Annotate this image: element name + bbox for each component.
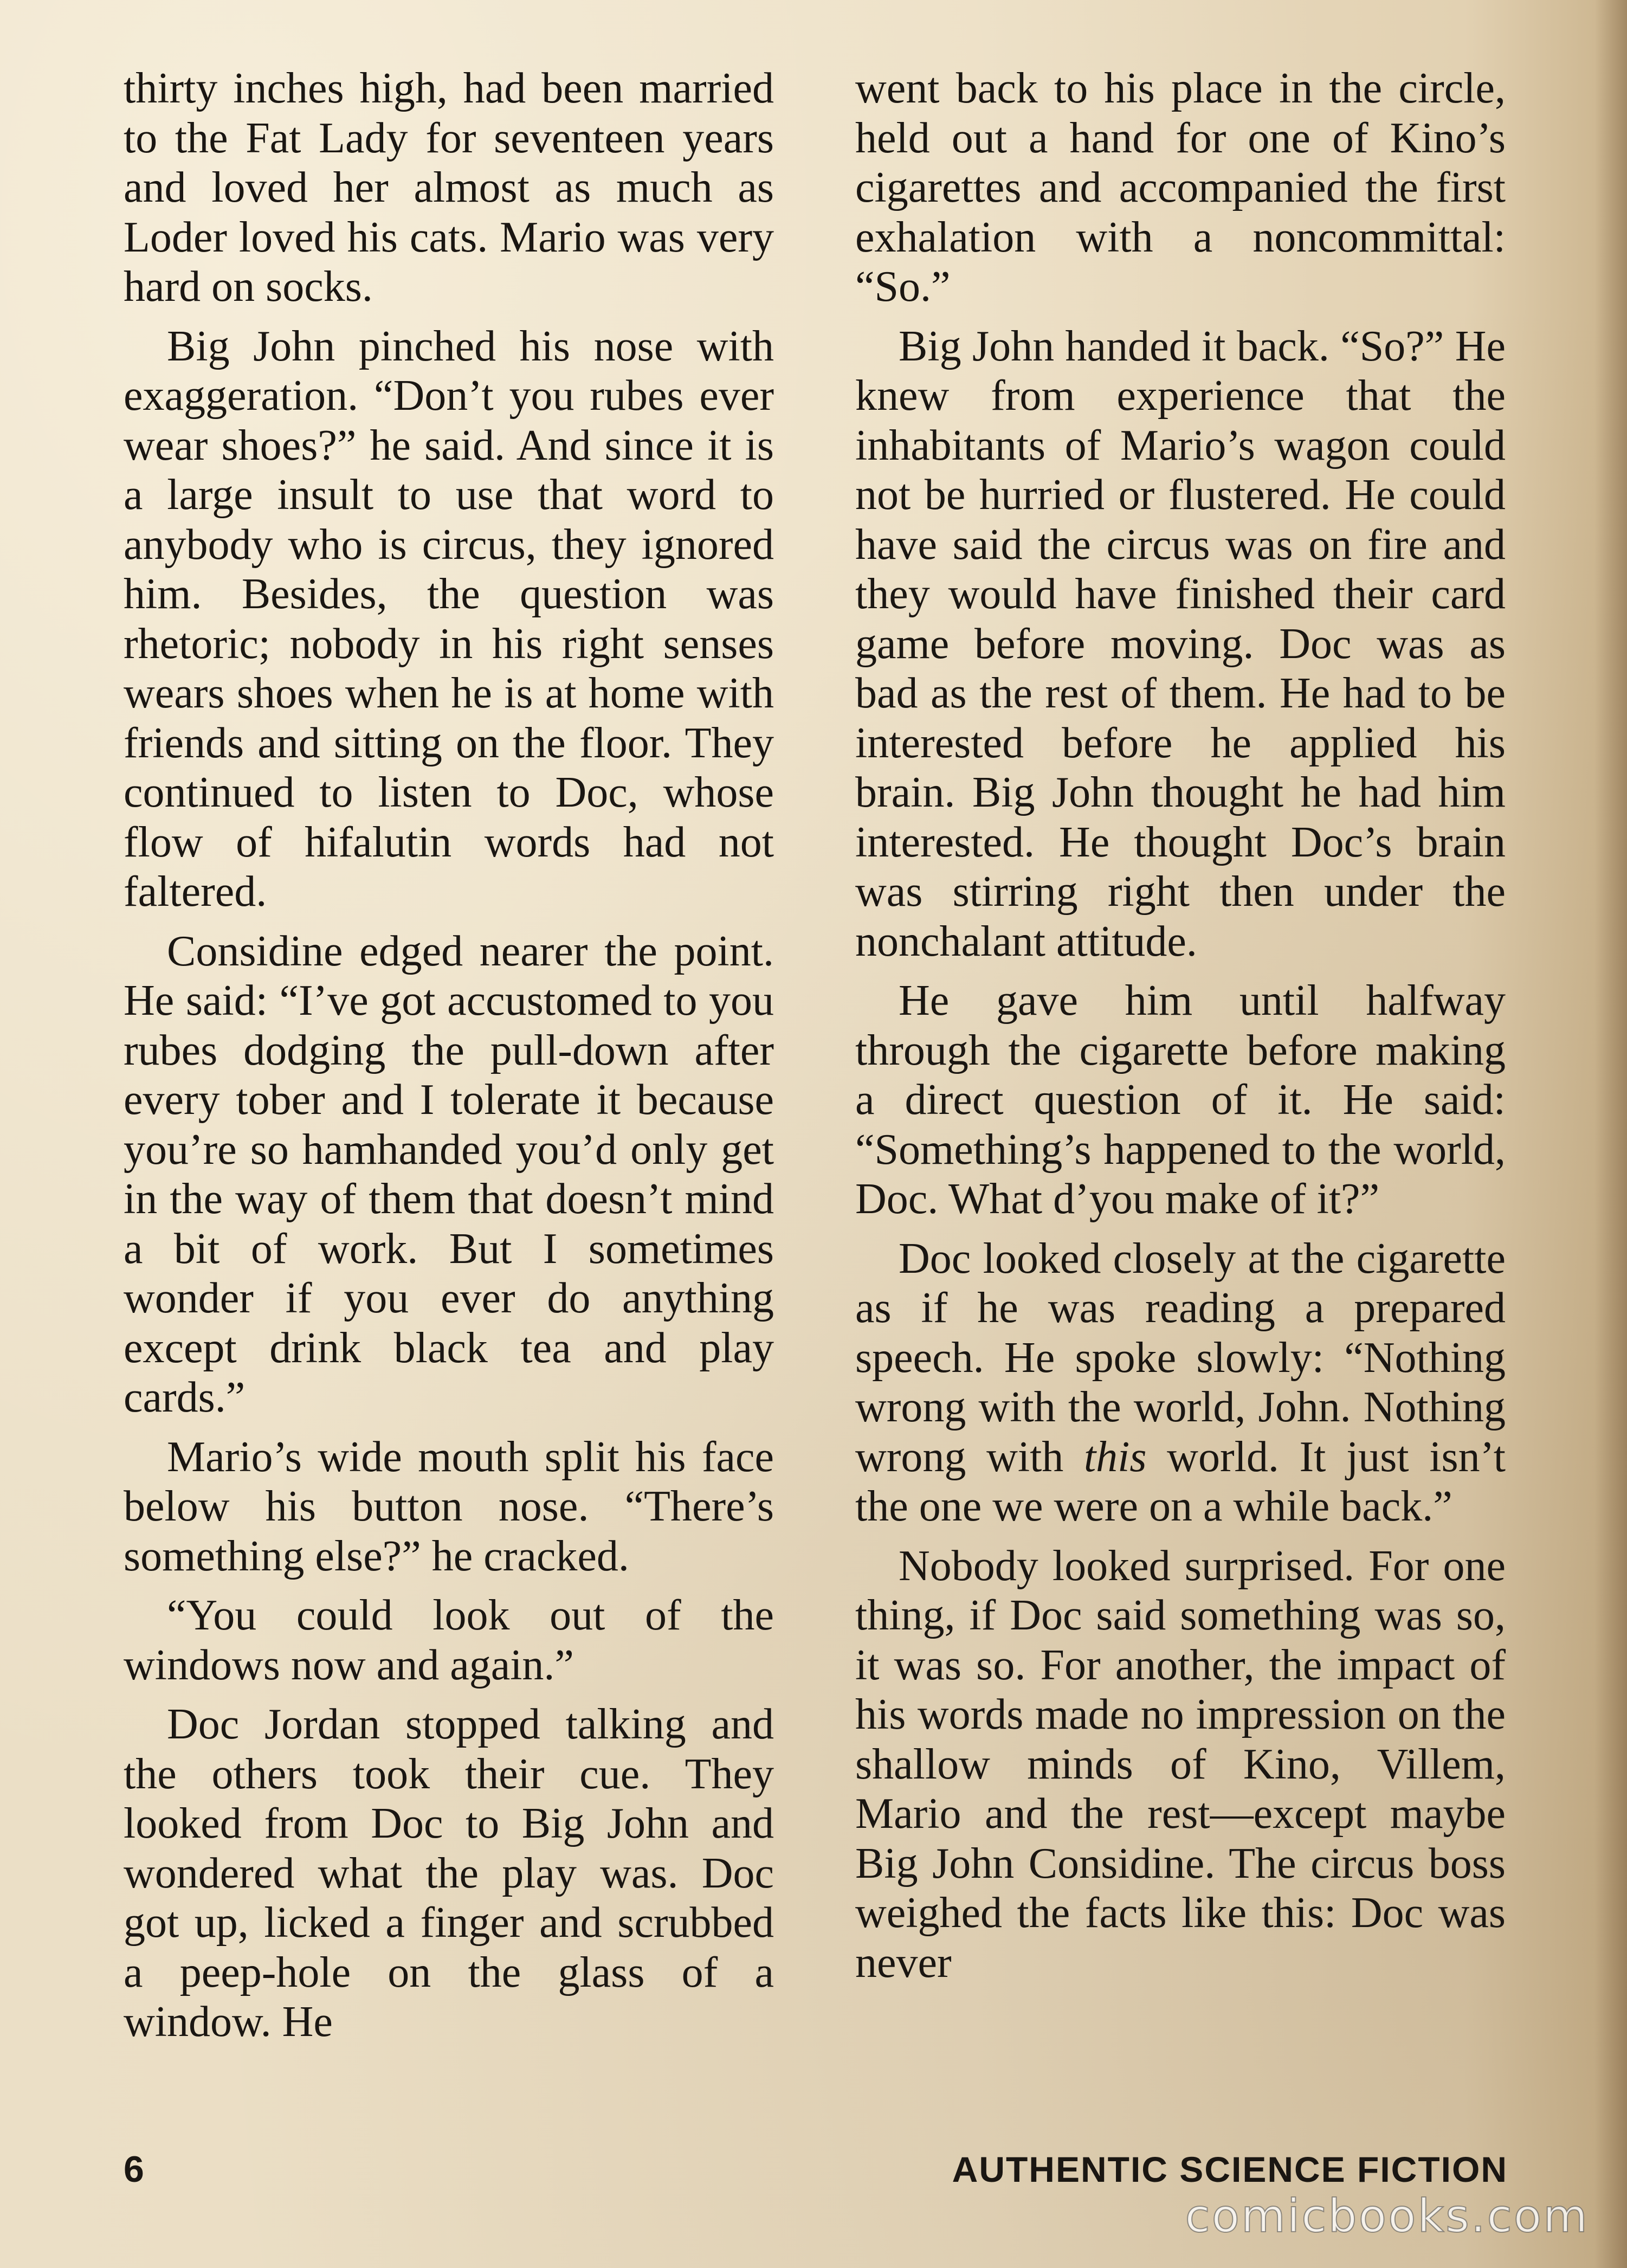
paragraph: Nobody looked surprised. For one thing, if Doc said something was so, it was so. For another, the impact of his words made no impression on the shallow minds of Kino, Villem, Mario and the rest—except maybe Big John Considine. The circus boss weighed the facts like this: Doc was never [855,1542,1506,1987]
italic-word: this [1083,1433,1147,1481]
page-number: 6 [124,2149,144,2190]
paragraph: thirty inches high, had been married to the Fat Lady for seventeen years and loved her almost as much as Loder loved his cats. Mario was very hard on socks. [124,65,774,311]
left-text-column [124,64,774,2047]
paragraph-text: world. It just isn’t the one we were on a while back.” [855,1433,1506,1530]
paragraph: He gave him until halfway through the cigarette before making a direct question of it. He said: “Something’s happened to the world, Doc. What d’you make of it?” [855,977,1506,1223]
paragraph: “You could look out of the windows now and again.” [124,1592,774,1689]
paragraph: Big John handed it back. “So?” He knew from experience that the inhabitants of Mario’s wagon could not be hurried or flustered. He could have said the circus was on fire and they would have finished their card game before moving. Doc was as bad as the rest of them. He had to be interested before he applied his brain. Big John thought he had him interested. He thought Doc’s brain was stirring right then under the nonchalant attitude. [855,322,1506,965]
paragraph-text: Doc looked closely at the cigarette as if he was reading a prepared speech. He spoke slowly: “Nothing wrong with the world, John. Nothing wrong with [855,1234,1506,1481]
right-text-column [855,64,1506,1988]
paragraph: went back to his place in the circle, held out a hand for one of Kino’s cigarettes and accompanied the first exhalation with a noncommittal: “So.” [855,65,1506,311]
watermark: comicbooks.com [1185,2189,1589,2243]
running-footer-title: AUTHENTIC SCIENCE FICTION [952,2149,1508,2189]
paragraph: Mario’s wide mouth split his face below his button nose. “There’s something else?” he cracked. [124,1433,774,1580]
page-spine-shadow [1594,0,1627,2268]
paragraph [855,1234,1506,1532]
paragraph: Doc Jordan stopped talking and the others took their cue. They looked from Doc to Big John and wondered what the play was. Doc got up, licked a finger and scrubbed a peep-hole on the glass of a window. He [124,1700,774,2046]
paragraph: Considine edged nearer the point. He said: “I’ve got accustomed to you rubes dodging the pull-down after every tober and I tolerate it because you’re so hamhanded you’d only get in the way of them that doesn’t mind a bit of work. But I sometimes wonder if you ever do anything except drink black tea and play cards.” [124,927,774,1421]
paragraph: Big John pinched his nose with exaggeration. “Don’t you rubes ever wear shoes?” he said. And since it is a large insult to use that word to anybody who is circus, they ignored him. Besides, the question was rhetoric; nobody in his right senses wears shoes when he is at home with friends and sitting on the floor. They continued to listen to Doc, whose flow of hifalutin words had not faltered. [124,322,774,916]
